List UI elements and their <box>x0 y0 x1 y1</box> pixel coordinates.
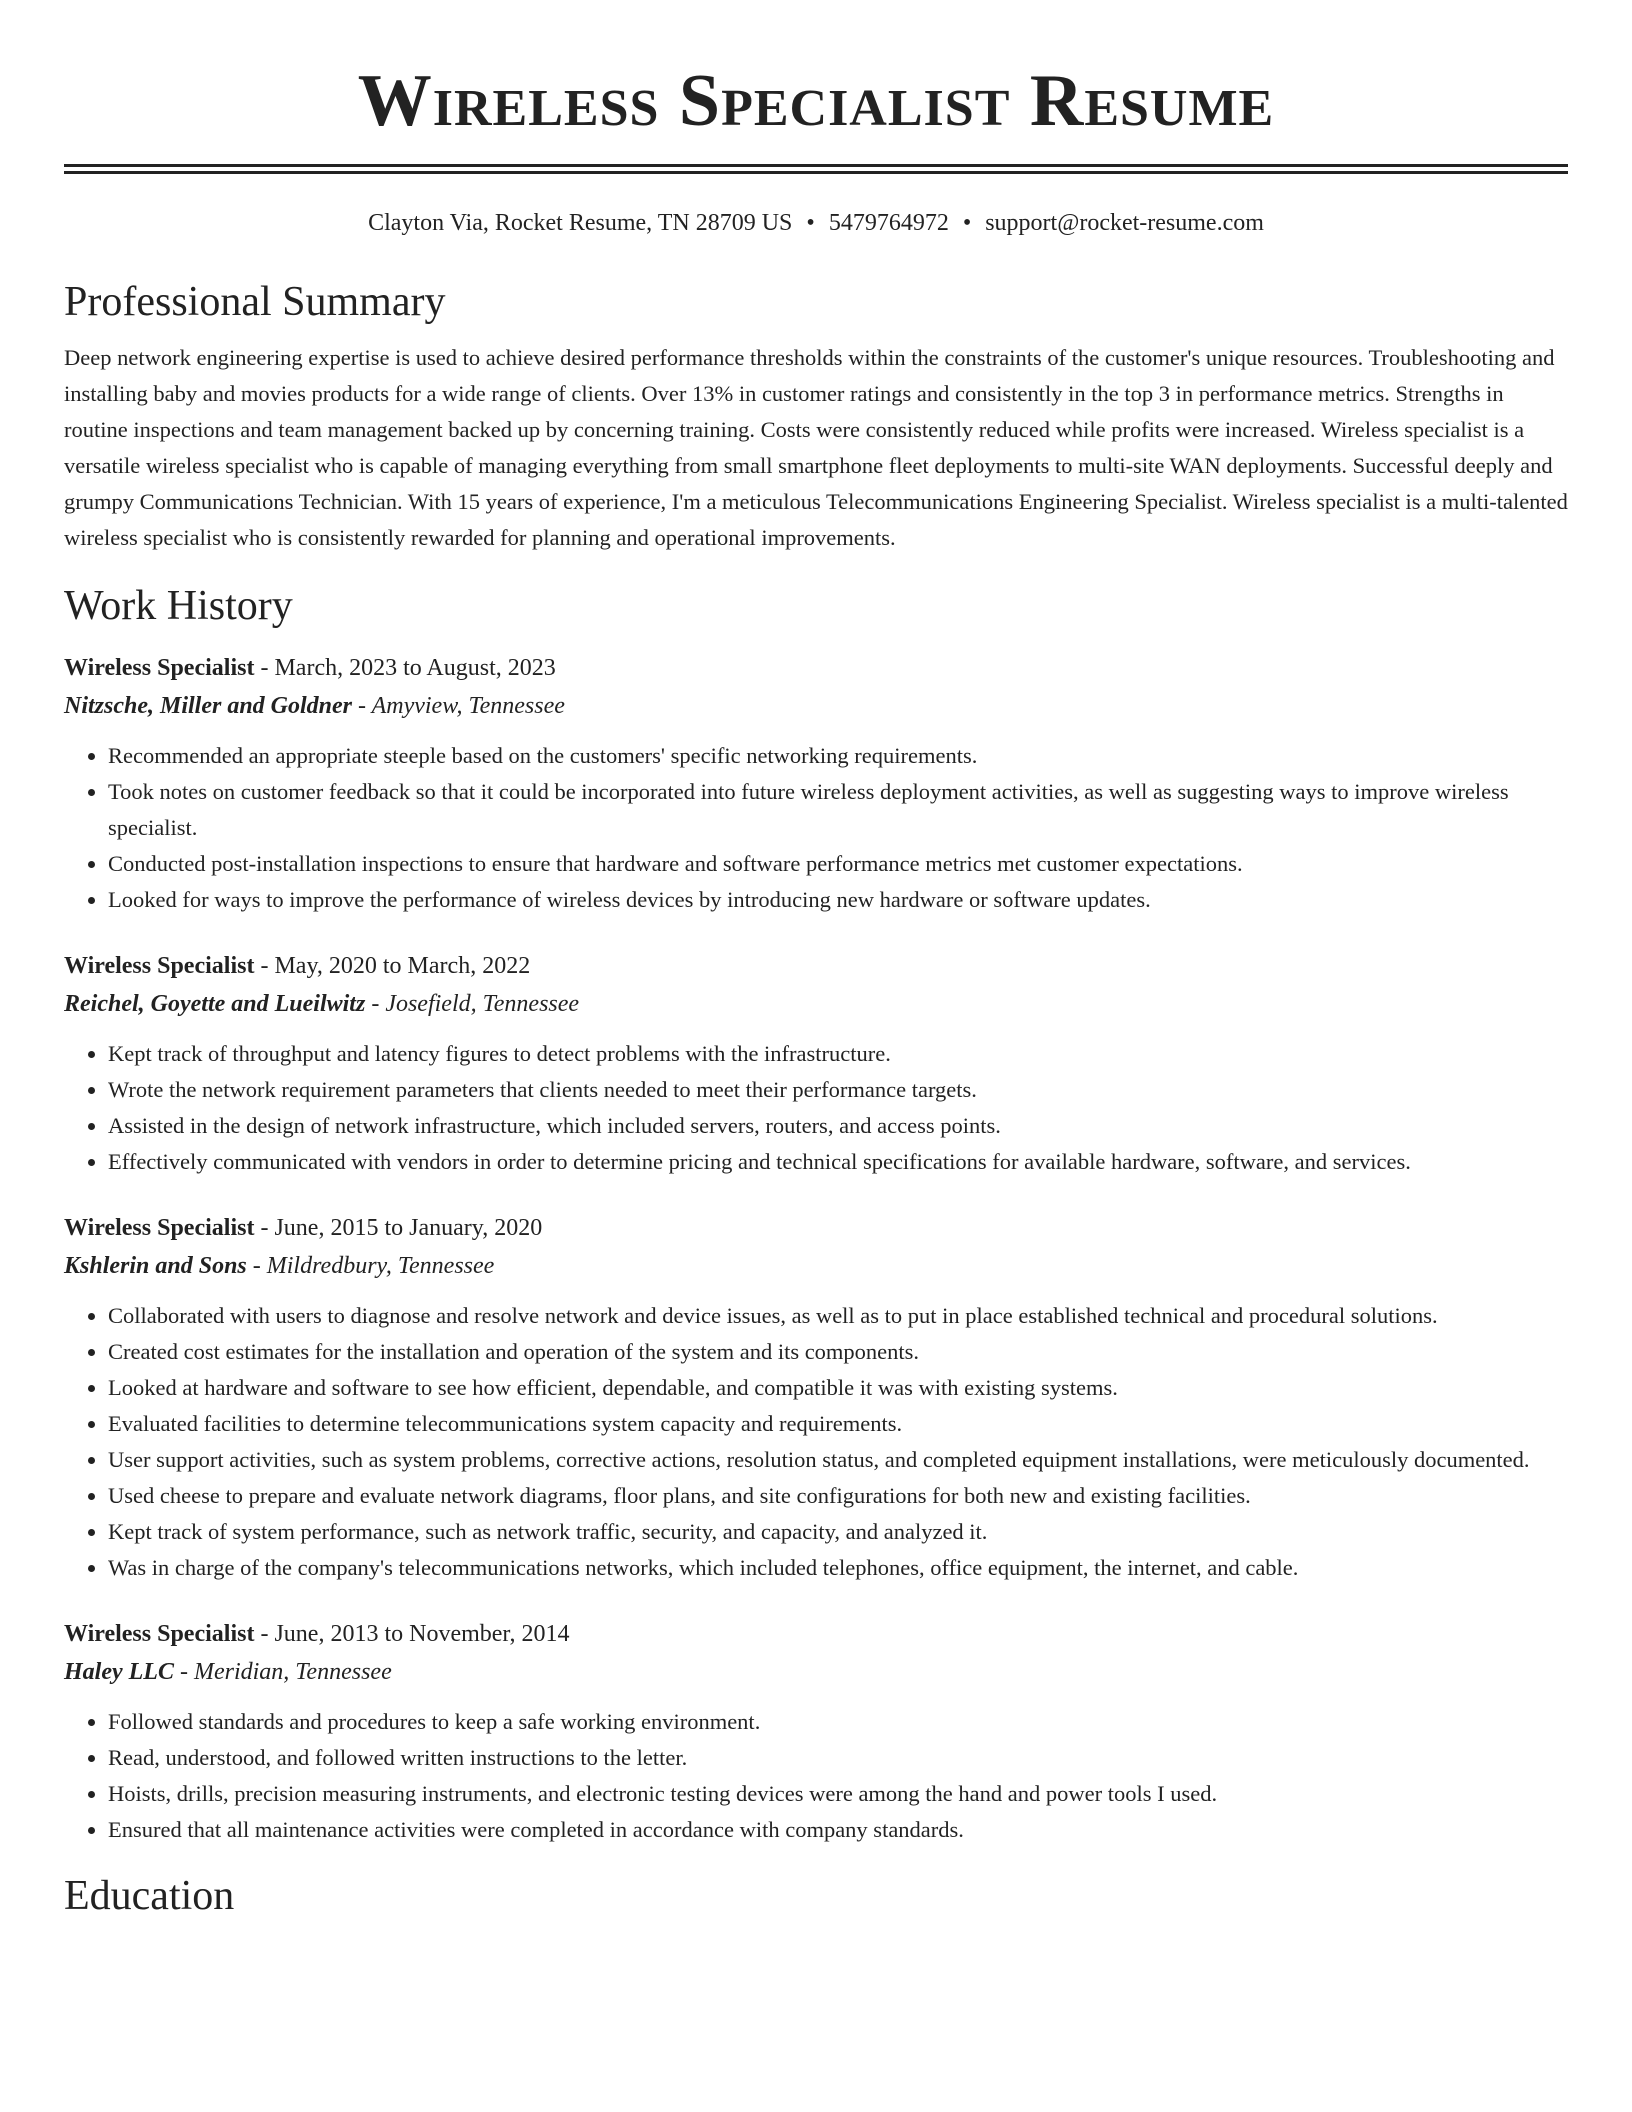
job-bullet: • Ensured that all maintenance activities were completed in accordance with company standards. <box>108 1812 1568 1848</box>
job-role: Wireless Specialist <box>64 655 255 681</box>
job-bullet: • Looked at hardware and software to see how efficient, dependable, and compatible it was with existing systems. <box>108 1370 1568 1406</box>
job-company: Haley LLC <box>64 1659 174 1685</box>
job-bullet: • Took notes on customer feedback so that it could be incorporated into future wireless deployment activities, as well as suggesting ways to improve wireless specialist. <box>108 774 1568 846</box>
job-company: Nitzsche, Miller and Goldner <box>64 693 353 719</box>
job-bullet-list <box>64 1704 1568 1848</box>
job-title-line <box>64 1210 1568 1246</box>
job-bullet: • Hoists, drills, precision measuring instruments, and electronic testing devices were among the hand and power tools I used. <box>108 1776 1568 1812</box>
job-dates: May, 2020 to March, 2022 <box>274 953 531 979</box>
job-bullet: • Followed standards and procedures to keep a safe working environment. <box>108 1704 1568 1740</box>
job-location: Meridian, Tennessee <box>193 1659 392 1685</box>
job-dates: June, 2013 to November, 2014 <box>274 1621 570 1647</box>
job-company-line <box>64 686 1568 726</box>
job-location: Mildredbury, Tennessee <box>266 1253 495 1279</box>
job-entry <box>64 1616 1568 1848</box>
job-role: Wireless Specialist <box>64 1215 255 1241</box>
job-role: Wireless Specialist <box>64 1621 255 1647</box>
education-heading: Education <box>64 1873 235 1919</box>
contact-phone: 5479764972 <box>828 210 949 236</box>
job-title-line <box>64 948 1568 984</box>
job-bullet: • Evaluated facilities to determine telecommunications system capacity and requirements. <box>108 1406 1568 1442</box>
job-bullet: • Wrote the network requirement parameters that clients needed to meet their performance targets. <box>108 1072 1568 1108</box>
work-history-heading: Work History <box>64 583 293 629</box>
job-entry <box>64 650 1568 918</box>
resume-title: Wireless Specialist Resume <box>357 60 1275 142</box>
job-company: Kshlerin and Sons <box>64 1253 247 1279</box>
job-bullet: • Effectively communicated with vendors in order to determine pricing and technical specifications for available hardware, software, and services. <box>108 1144 1568 1180</box>
summary-heading: Professional Summary <box>64 279 446 325</box>
job-location: Josefield, Tennessee <box>385 991 580 1017</box>
job-bullet: • Was in charge of the company's telecommunications networks, which included telephones, office equipment, the internet, and cable. <box>108 1550 1568 1586</box>
dash-separator: - <box>254 1215 275 1241</box>
job-bullet: • Conducted post-installation inspections to ensure that hardware and software performance metrics met customer expectations. <box>108 846 1568 882</box>
job-bullet: • User support activities, such as system problems, corrective actions, resolution status, and completed equipment installations, were meticulously documented. <box>108 1442 1568 1478</box>
summary-text: Deep network engineering expertise is used to achieve desired performance thresholds within the constraints of the customer's unique resources. Troubleshooting and installing baby and movies products for a wide range of clients. Over 13% in customer ratings and consistently in the top 3 in performance metrics. Strengths in routine inspections and team management backed up by concerning training. Costs were consistently reduced while profits were increased. Wireless specialist is a versatile wireless specialist who is capable of managing everything from small smartphone fleet deployments to multi-site WAN deployments. Successful deeply and grumpy Communications Technician. With 15 years of experience, I'm a meticulous Telecommunications Engineering Specialist. Wireless specialist is a multi-talented wireless specialist who is consistently rewarded for planning and operational improvements. <box>64 345 1568 550</box>
dash-separator: - <box>352 693 372 719</box>
job-title-line <box>64 650 1568 686</box>
contact-address: Clayton Via, Rocket Resume, TN 28709 US <box>368 210 793 236</box>
job-company: Reichel, Goyette and Lueilwitz <box>64 991 366 1017</box>
title-double-rule <box>64 164 1568 174</box>
job-title-line <box>64 1616 1568 1652</box>
job-company-line <box>64 984 1568 1024</box>
dash-separator: - <box>246 1253 267 1279</box>
job-bullet: • Used cheese to prepare and evaluate network diagrams, floor plans, and site configurations for both new and existing facilities. <box>108 1478 1568 1514</box>
job-location: Amyview, Tennessee <box>371 693 565 719</box>
job-bullet: • Read, understood, and followed written instructions to the letter. <box>108 1740 1568 1776</box>
dash-separator: - <box>254 1621 275 1647</box>
contact-email: support@rocket-resume.com <box>985 210 1264 236</box>
job-entry <box>64 1210 1568 1586</box>
job-role: Wireless Specialist <box>64 953 255 979</box>
contact-separator: • <box>962 210 972 236</box>
job-bullet-list <box>64 1036 1568 1180</box>
job-bullet: • Assisted in the design of network infrastructure, which included servers, routers, and access points. <box>108 1108 1568 1144</box>
dash-separator: - <box>254 655 275 681</box>
job-bullet-list <box>64 1298 1568 1586</box>
contact-separator: • <box>806 210 815 236</box>
job-company-line <box>64 1246 1568 1286</box>
job-bullet: • Collaborated with users to diagnose and resolve network and device issues, as well as to put in place established technical and procedural solutions. <box>108 1298 1568 1334</box>
job-company-line <box>64 1652 1568 1692</box>
job-dates: March, 2023 to August, 2023 <box>274 655 556 681</box>
job-dates: June, 2015 to January, 2020 <box>274 1215 543 1241</box>
job-bullet: • Kept track of throughput and latency figures to detect problems with the infrastructure. <box>108 1036 1568 1072</box>
job-bullet: • Looked for ways to improve the performance of wireless devices by introducing new hardware or software updates. <box>108 882 1568 918</box>
job-bullet-list <box>64 738 1568 918</box>
job-bullet: • Created cost estimates for the installation and operation of the system and its components. <box>108 1334 1568 1370</box>
job-bullet: • Kept track of system performance, such as network traffic, security, and capacity, and analyzed it. <box>108 1514 1568 1550</box>
dash-separator: - <box>254 953 275 979</box>
dash-separator: - <box>365 991 386 1017</box>
contact-line <box>64 208 1568 238</box>
dash-separator: - <box>173 1659 194 1685</box>
job-bullet: • Recommended an appropriate steeple based on the customers' specific networking requirements. <box>108 738 1568 774</box>
job-entry <box>64 948 1568 1180</box>
